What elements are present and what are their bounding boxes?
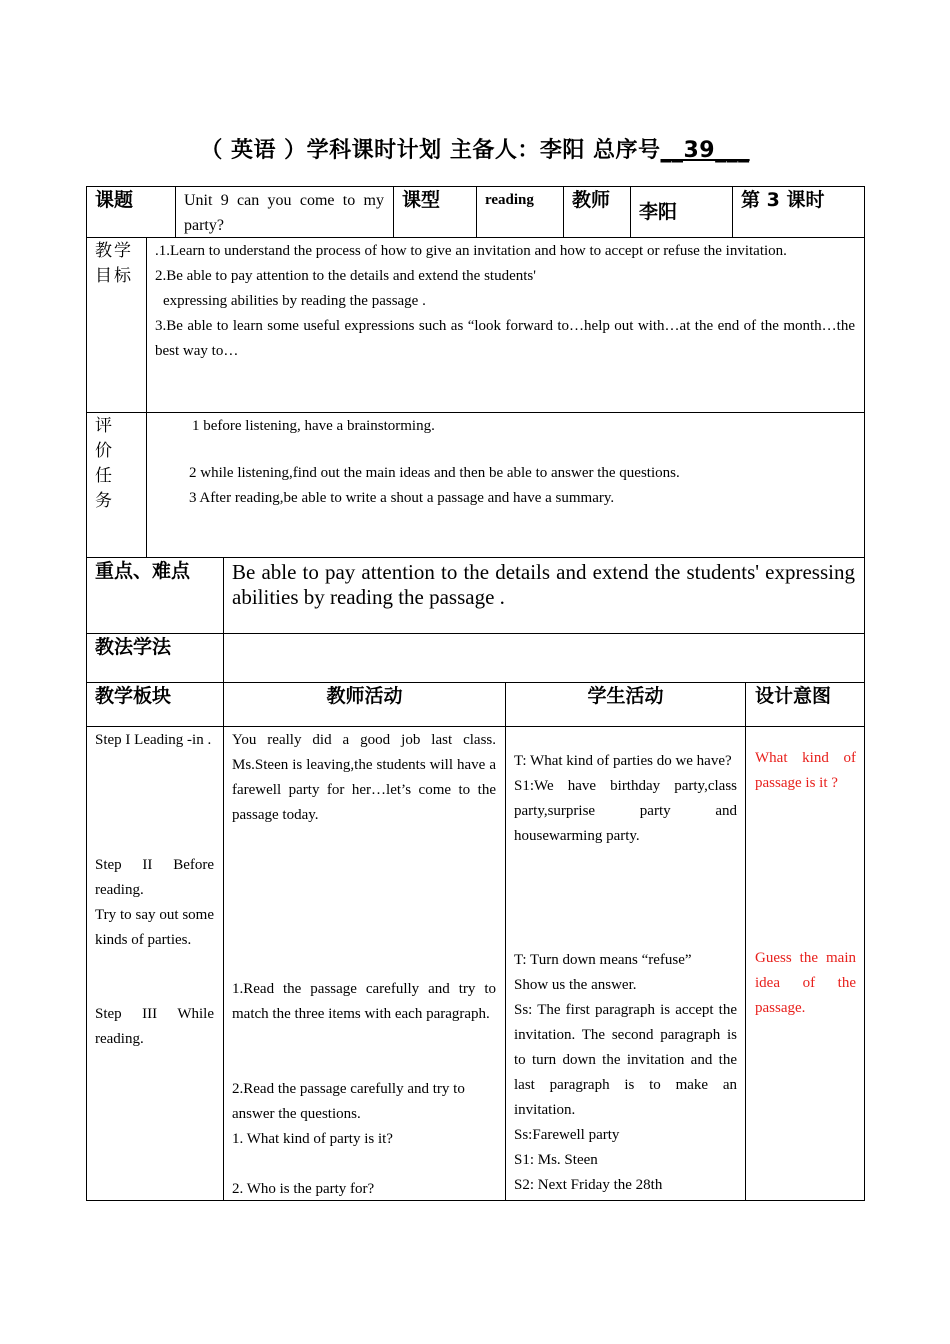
evaluation-item: 1 before listening, have a brainstorming. xyxy=(192,418,435,434)
evaluation-item: 2 while listening,find out the main ideas and then be able to answer the questions. xyxy=(189,465,680,481)
topic-label: 课题 xyxy=(95,189,134,211)
key-points-label: 重点、难点 xyxy=(95,560,191,582)
question-2: 2. Who is the party for? xyxy=(232,1181,375,1197)
student-activity-block-2: T: Turn down means “refuse” Show us the answer. Ss: The first paragraph is accept the invitation. The second paragraph is to turn down the invitation and the last paragraph is to make an invitation. Ss:Farewell party S1: Ms. Steen S2: Next Friday the 28th xyxy=(514,952,737,1193)
design-intent-2: Guess the main idea of the passage. xyxy=(755,950,856,1016)
title-prefix: （ 英语 ）学科课时计划 主备人：李阳 总序号 xyxy=(200,138,661,163)
student-activity-block-1: T: What kind of parties do we have? S1:We have birthday party,class party,surprise party and housewarming party. xyxy=(514,753,737,844)
evaluation-item: 3 After reading,be able to write a shout a passage and have a summary. xyxy=(189,490,615,506)
column-header-section: 教学板块 xyxy=(95,685,172,707)
question-1: 1. What kind of party is it? xyxy=(232,1131,393,1147)
step-while-reading: Step III While reading. xyxy=(95,1006,214,1047)
goal-item: expressing abilities by reading the passage . xyxy=(163,293,426,309)
topic-value: Unit 9 can you come to my party? xyxy=(184,192,384,234)
evaluation-label: 评 价 任 务 xyxy=(95,416,112,511)
step-leading-in: Step I Leading -in . xyxy=(95,732,212,748)
teacher-task-2: 2.Read the passage carefully and try to answer the questions. 1. What kind of party is it? 2. Who is the party for? xyxy=(232,1077,496,1202)
goal-item: 3.Be able to learn some useful expressions such as “look forward to…help out with…at the end of the month…the best way to… xyxy=(155,318,855,359)
goals-label: 教学目标 xyxy=(95,241,133,286)
period-label: 第 3 课时 xyxy=(741,189,825,211)
design-intent-1: What kind of passage is it ? xyxy=(755,750,856,791)
goals-content xyxy=(155,239,855,364)
teacher-intro: You really did a good job last class. Ms.Steen is leaving,the students will have a farewell party for her…let’s come to the passage today. xyxy=(232,732,496,823)
goal-item: 2.Be able to pay attention to the details and extend the students' xyxy=(155,268,536,284)
column-header-student: 学生活动 xyxy=(587,685,664,707)
key-points-text: Be able to pay attention to the details and extend the students' expressing abilities by reading the passage . xyxy=(232,560,855,609)
goal-item: .1.Learn to understand the process of how to give an invitation and how to accept or refuse the invitation. xyxy=(155,243,787,259)
teacher-label: 教师 xyxy=(572,189,611,211)
type-value: reading xyxy=(485,192,534,208)
type-label: 课型 xyxy=(402,189,441,211)
teacher-value: 李阳 xyxy=(639,201,678,223)
step-before-reading: Step II Before reading. Try to say out some kinds of parties. xyxy=(95,857,214,948)
column-header-intent: 设计意图 xyxy=(755,685,832,707)
methods-label: 教法学法 xyxy=(95,636,172,658)
page-title xyxy=(0,133,950,164)
teacher-task-1: 1.Read the passage carefully and try to match the three items with each paragraph. xyxy=(232,981,496,1022)
column-header-teacher: 教师活动 xyxy=(326,685,403,707)
serial-number: __39___ xyxy=(660,138,750,163)
